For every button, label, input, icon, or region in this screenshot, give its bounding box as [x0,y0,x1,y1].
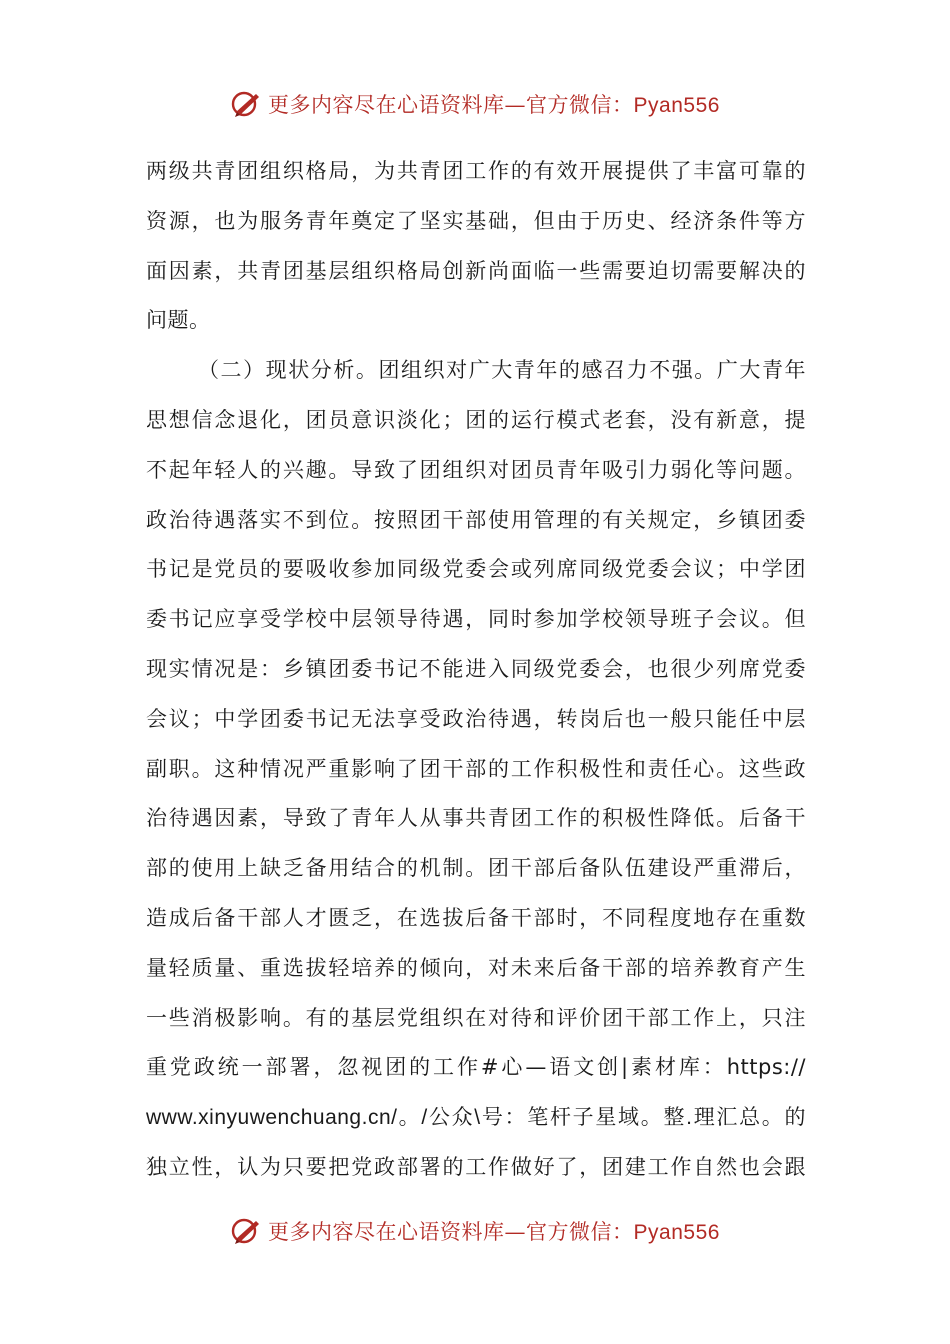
pen-logo-icon [230,1215,262,1247]
text-line: 委书记应享受学校中层领导待遇，同时参加学校领导班子会议。但 [146,607,806,632]
pen-logo-icon [230,88,262,120]
text-line: www.xinyuwenchuang.cn/。/公众\号：笔杆子星域。整.理汇总。的 [146,1106,806,1130]
text-line: 政治待遇落实不到位。按照团干部使用管理的有关规定，乡镇团委 [146,507,806,532]
text-line: 不起年轻人的兴趣。导致了团组织对团员青年吸引力弱化等问题。 [146,457,806,482]
text-line: 造成后备干部人才匮乏，在选拔后备干部时，不同程度地存在重数 [146,905,806,930]
header-banner-text: 更多内容尽在心语资料库—官方微信：Pyan556 [268,93,720,117]
header-wechat-id: Pyan556 [633,94,720,117]
text-line: 副职。这种情况严重影响了团干部的工作积极性和责任心。这些政 [146,756,806,781]
text-line: 现实情况是：乡镇团委书记不能进入同级党委会，也很少列席党委 [146,656,806,681]
header-banner [0,84,950,124]
text-line: 独立性，认为只要把党政部署的工作做好了，团建工作自然也会跟 [146,1154,806,1179]
text-line: 会议；中学团委书记无法享受政治待遇，转岗后也一般只能任中层 [146,706,806,731]
text-line: 量轻质量、重选拔轻培养的倾向，对未来后备干部的培养教育产生 [146,955,806,980]
text-line: 书记是党员的要吸收参加同级党委会或列席同级党委会议；中学团 [146,557,806,582]
text-line: 重党政统一部署，忽视团的工作#心—语文创|素材库：https:// [146,1055,806,1080]
footer-wechat-id: Pyan556 [633,1221,720,1244]
text-line: 两级共青团组织格局，为共青团工作的有效开展提供了丰富可靠的 [146,159,806,183]
footer-banner-text: 更多内容尽在心语资料库—官方微信：Pyan556 [268,1220,720,1244]
text-line: 思想信念退化，团员意识淡化；团的运行模式老套，没有新意，提 [146,407,806,432]
document-body [146,147,806,1193]
text-line: 一些消极影响。有的基层党组织在对待和评价团干部工作上，只注 [146,1005,806,1030]
footer-banner [0,1211,950,1251]
text-line: 资源，也为服务青年奠定了坚实基础，但由于历史、经济条件等方 [146,208,806,233]
text-line: 部的使用上缺乏备用结合的机制。团干部后备队伍建设严重滞后， [146,856,806,881]
text-line: （二）现状分析。团组织对广大青年的感召力不强。广大青年 [198,358,806,383]
text-line: 治待遇因素，导致了青年人从事共青团工作的积极性降低。后备干 [146,806,806,831]
text-line: 面因素，共青团基层组织格局创新尚面临一些需要迫切需要解决的 [146,258,806,283]
text-line: 问题。 [146,308,211,333]
